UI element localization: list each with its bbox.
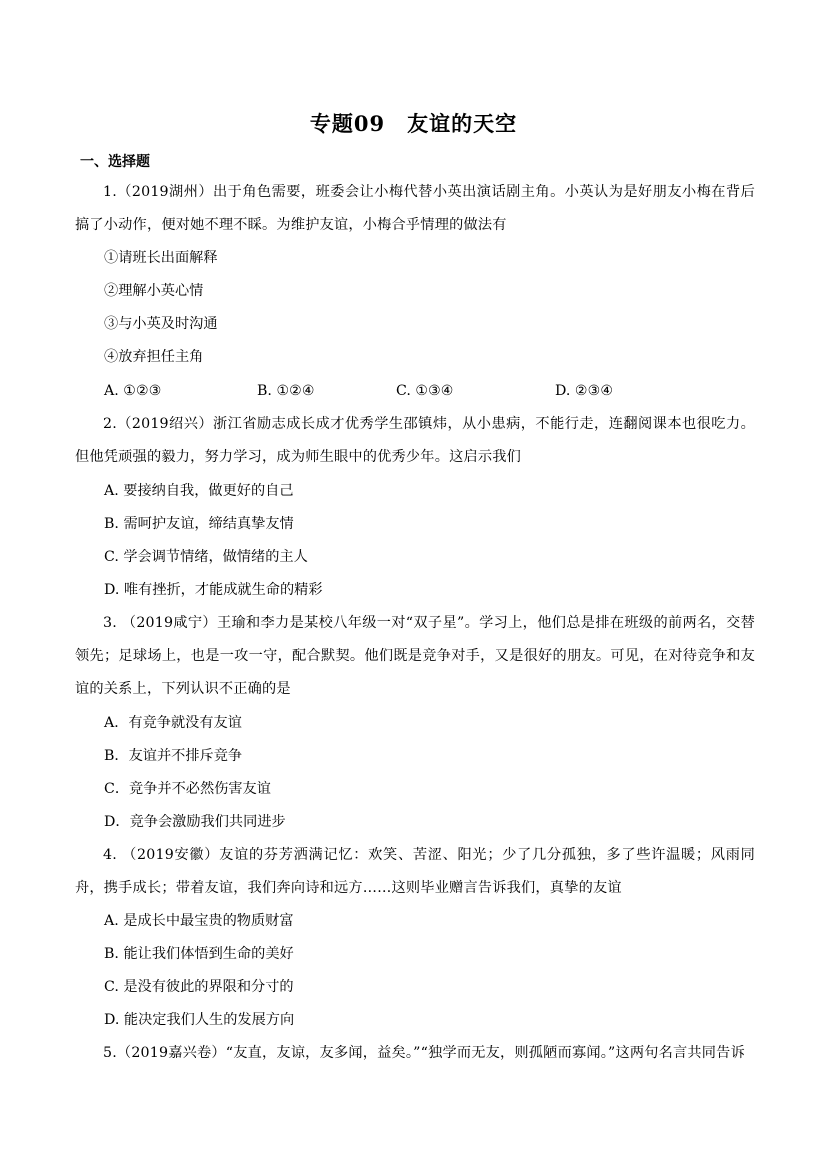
- question-4-option-d: D. 能决定我们人生的发展方向: [104, 1012, 295, 1028]
- question-1-stem: 1.（2019湖州）出于角色需要，班委会让小梅代替小英出演话剧主角。小英认为是好朋友小梅在背后搞了小动作，便对她不理不睬。为维护友谊，小梅合乎情理的做法有: [75, 184, 755, 233]
- question-1-item: ②理解小英心情: [104, 283, 204, 299]
- question-4-option-b: B. 能让我们体悟到生命的美好: [104, 946, 294, 962]
- question-1-option-b: B. ①②④: [257, 383, 315, 399]
- question-2-option-c: C. 学会调节情绪，做情绪的主人: [104, 549, 308, 565]
- question-1-option-c: C. ①③④: [396, 383, 454, 399]
- question-3-option-c: C．竞争并不必然伤害友谊: [104, 781, 271, 797]
- question-2-stem: 2.（2019绍兴）浙江省励志成长成才优秀学生邵镇炜，从小患病，不能行走，连翻阅课本也很吃力。但他凭顽强的毅力，努力学习，成为师生眼中的优秀少年。这启示我们: [75, 416, 755, 465]
- question-2-option-d: D. 唯有挫折，才能成就生命的精彩: [104, 582, 323, 598]
- page-title: 专题09 友谊的天空: [309, 111, 518, 136]
- question-3-option-a: A．有竞争就没有友谊: [104, 715, 242, 731]
- question-2-option-a: A. 要接纳自我，做更好的自己: [104, 483, 294, 499]
- question-1-option-a: A. ①②③: [104, 383, 162, 399]
- section-heading: 一、选择题: [80, 154, 150, 170]
- question-1-option-d: D. ②③④: [555, 383, 614, 399]
- question-4-option-c: C. 是没有彼此的界限和分寸的: [104, 979, 294, 995]
- question-1-item: ④放弃担任主角: [104, 349, 204, 365]
- question-3-option-b: B．友谊并不排斥竞争: [104, 748, 243, 764]
- question-5-stem: 5.（2019嘉兴卷）“友直，友谅，友多闻，益矣。”“独学而无友，则孤陋而寡闻。”这两句名言共同告诉: [103, 1045, 745, 1061]
- question-1-item: ①请班长出面解释: [104, 250, 218, 266]
- question-2-option-b: B. 需呵护友谊，缔结真挚友情: [104, 516, 294, 532]
- question-4-option-a: A. 是成长中最宝贵的物质财富: [104, 913, 294, 929]
- question-3-stem: 3. （2019咸宁）王瑜和李力是某校八年级一对“双子星”。学习上，他们总是排在班级的前两名，交替领先；足球场上，也是一攻一守，配合默契。他们既是竞争对手，又是很好的朋友。可见，在对待竞争和友谊的关系上，下列认识不正确的是: [75, 615, 755, 697]
- question-4-stem: 4. （2019安徽）友谊的芬芳洒满记忆：欢笑、苦涩、阳光；少了几分孤独，多了些许温暖；风雨同舟，携手成长；带着友谊，我们奔向诗和远方……这则毕业赠言告诉我们，真挚的友谊: [75, 847, 755, 896]
- question-3-option-d: D．竞争会激励我们共同进步: [104, 814, 286, 830]
- question-1-item: ③与小英及时沟通: [104, 316, 218, 332]
